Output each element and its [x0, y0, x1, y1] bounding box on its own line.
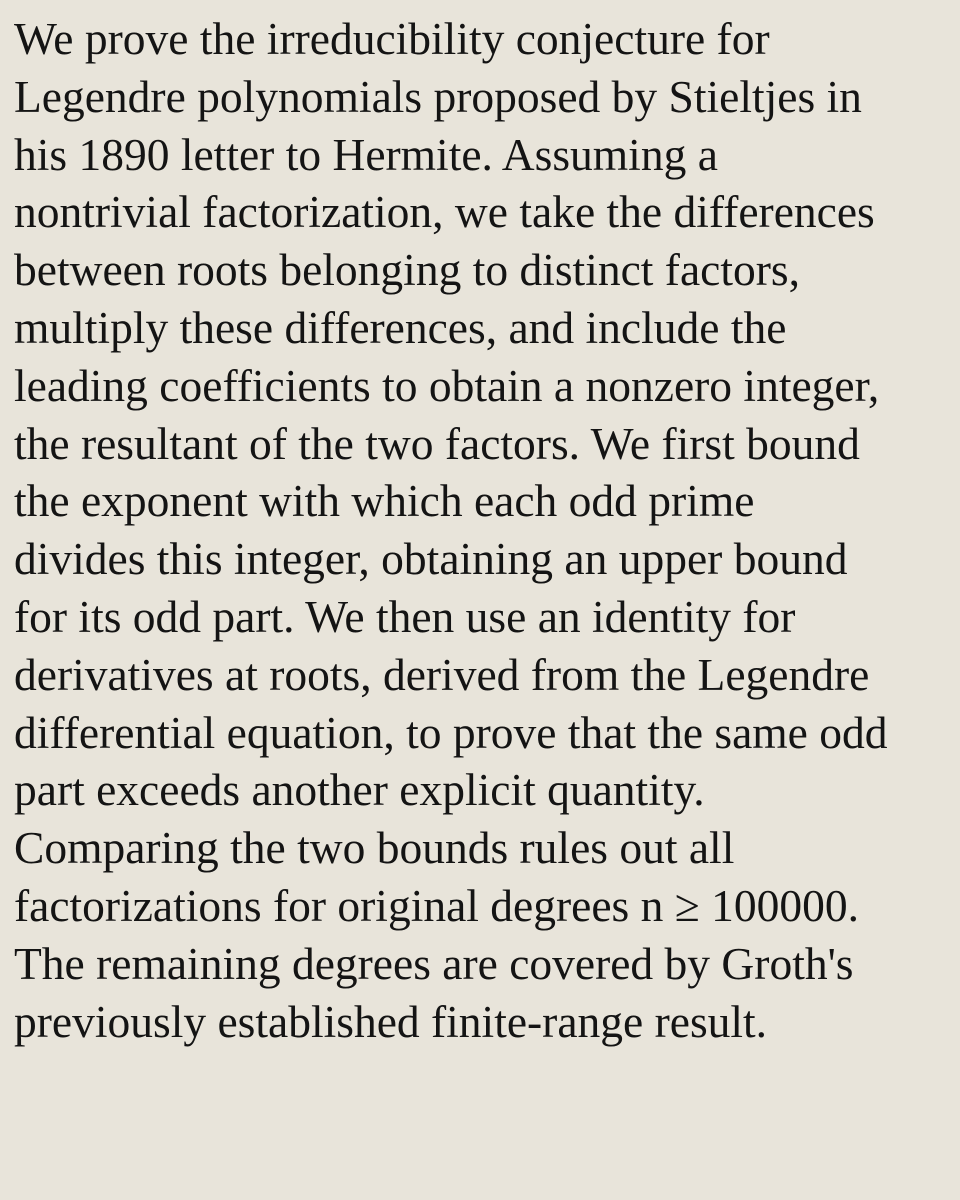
abstract-line: The remaining degrees are covered by Groth's [14, 937, 854, 989]
abstract-line: differential equation, to prove that the same odd [14, 706, 888, 758]
abstract-line: multiply these differences, and include the [14, 301, 787, 353]
abstract-line: divides this integer, obtaining an upper bound [14, 533, 848, 585]
abstract-line: for its odd part. We then use an identity for [14, 590, 796, 642]
abstract-line: nontrivial factorization, we take the differences [14, 186, 875, 238]
abstract-line: We prove the irreducibility conjecture for [14, 13, 770, 64]
abstract-line: Comparing the two bounds rules out all [14, 822, 735, 874]
abstract-text [14, 10, 954, 1050]
abstract-line: factorizations for original degrees n ≥ 100000. [14, 879, 859, 931]
abstract-line: derivatives at roots, derived from the Legendre [14, 648, 870, 700]
abstract-line: his 1890 letter to Hermite. Assuming a [14, 128, 718, 180]
abstract-line: the exponent with which each odd prime [14, 475, 755, 527]
abstract-line: part exceeds another explicit quantity. [14, 764, 705, 816]
abstract-line: previously established finite-range result. [14, 995, 768, 1047]
abstract-line: leading coefficients to obtain a nonzero integer, [14, 359, 880, 411]
abstract-line: the resultant of the two factors. We first bound [14, 417, 860, 469]
abstract-line: Legendre polynomials proposed by Stieltjes in [14, 70, 862, 122]
abstract-line: between roots belonging to distinct factors, [14, 244, 800, 296]
